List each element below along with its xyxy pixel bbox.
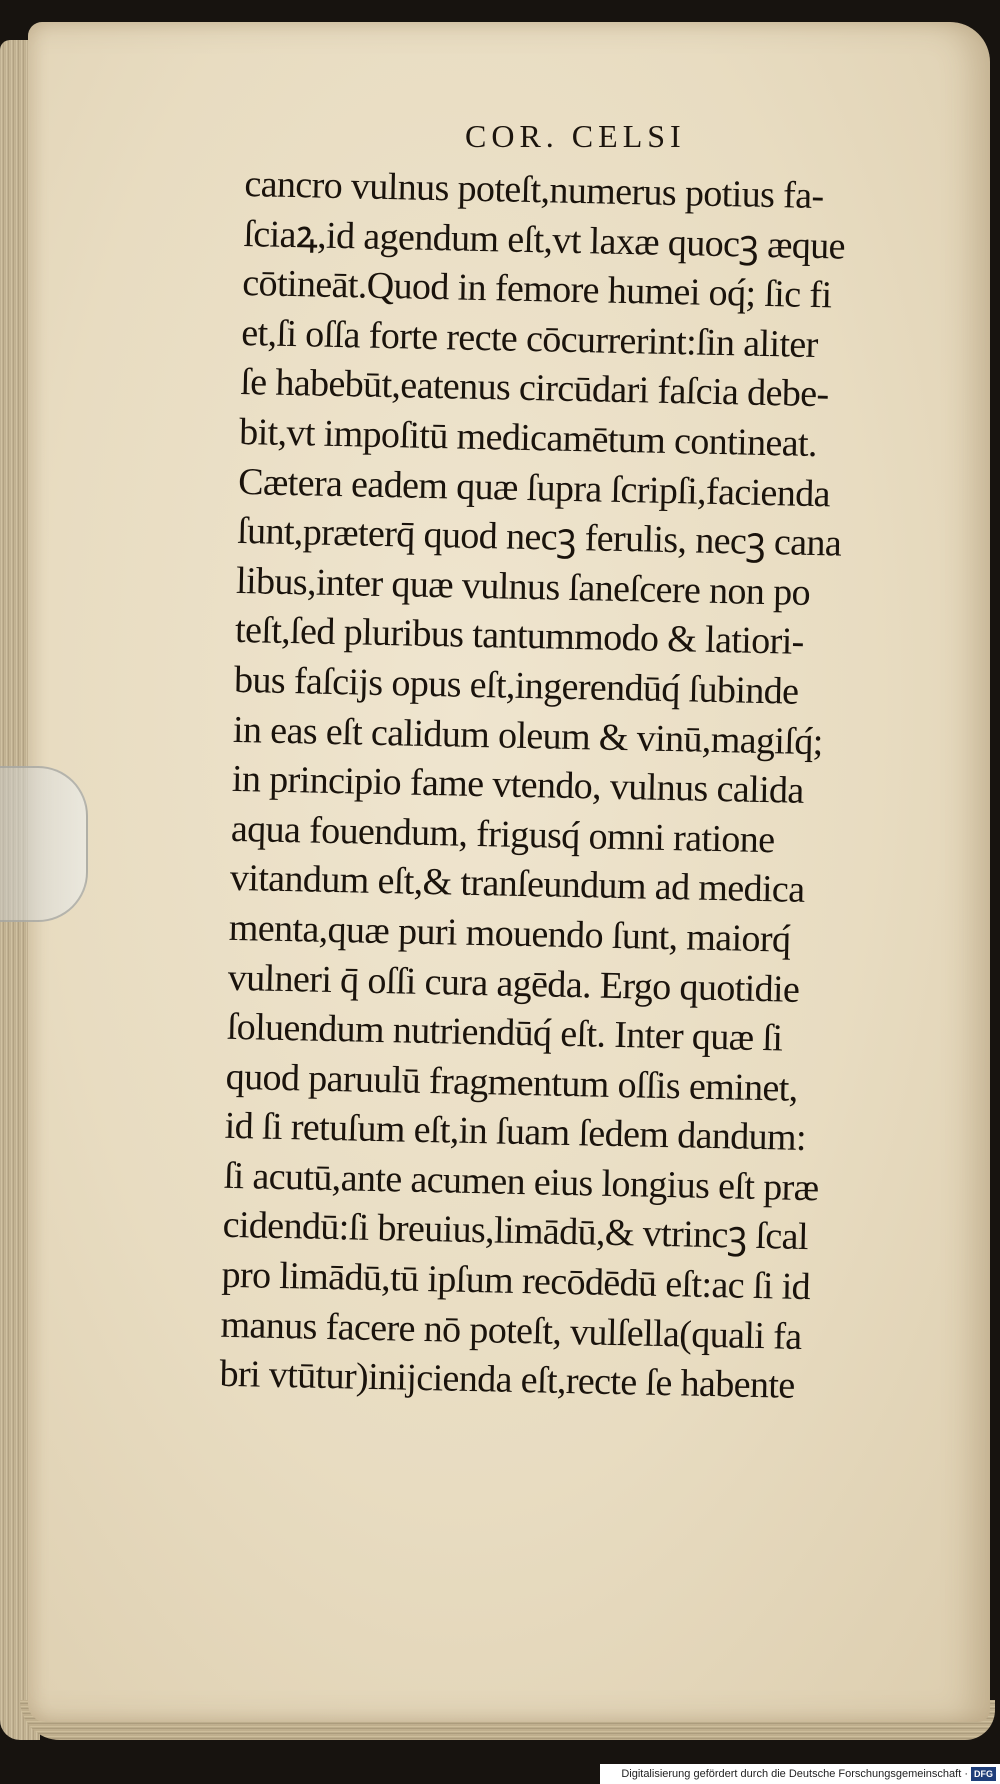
text-line: bus faſcijs opus eſt,ingerendūq́ ſubinde [233,658,799,713]
text-line: manus facere nō poteſt, vulſella(quali fa [220,1303,802,1358]
funding-banner-text: Digitalisierung gefördert durch die Deutsche Forschungsgemeinschaft · [621,1768,968,1780]
page-holder-clip [0,766,88,922]
text-line: ſciaꝝ,id agendum eſt,vt laxæ quocꝫ æque [243,212,846,268]
text-line: cōtineāt.Quod in femore humei oq́; ſic fi [241,262,832,317]
text-line: in eas eſt calidum oleum & vinū,magiſq́; [232,708,824,763]
text-line: vitandum eſt,& tranſeundum ad medica [229,857,805,912]
text-line: pro limādū,tū ipſum recōdēdū eſt:ac ſi id [221,1253,811,1309]
text-line: ſunt,prӕterq̄ quod necꝫ ferulis, necꝫ cana [236,510,842,565]
text-line: cancro vulnus poteſt,numerus potius fa- [244,162,824,218]
body-text [219,160,965,1415]
text-line: ſoluendum nutriendūq́ eſt. Inter quæ ſi [226,1005,783,1060]
text-line: cidendū:ſi breuius,limādū,& vtrincꝫ ſcal [222,1204,809,1259]
text-line: bri vtūtur)inijcienda eſt,recte ſe habente [219,1352,796,1408]
text-line: ſe habebūt,eatenus circūdari faſcia debe- [239,361,829,416]
text-line: in principio fame vtendo, vulnus calida [231,757,805,812]
text-line: et,ſi oſſa forte recte cōcurrerint:ſin aliter [240,311,819,366]
text-line: Cætera eadem quæ ſupra ſcripſi,facienda [237,460,831,515]
funding-banner [600,1764,1000,1784]
text-line: quod paruulū fragmentum oſſis eminet, [225,1055,799,1110]
text-line: ſi acutū,ante acumen eius longius eſt præ [223,1154,819,1210]
text-line: aqua fouendum, frigusq́ omni ratione [230,807,775,861]
text-line: id ſi retuſum eſt,in ſuam ſedem dandum: [224,1105,807,1160]
text-line: libus,inter quæ vulnus ſaneſcere non po [235,559,811,614]
dfg-logo-badge: DFG [971,1767,996,1781]
text-line: teſt,ſed pluribus tantummodo & latiori- [234,609,805,664]
text-line: vulneri q̄ oſſi cura agēda. Ergo quotidie [227,956,800,1011]
running-head: COR. CELSI [465,118,686,154]
text-line: menta,quæ puri mouendo ſunt, maiorq́ [228,906,791,961]
text-line: bit,vt impoſitū medicamētum contineat. [238,410,818,466]
